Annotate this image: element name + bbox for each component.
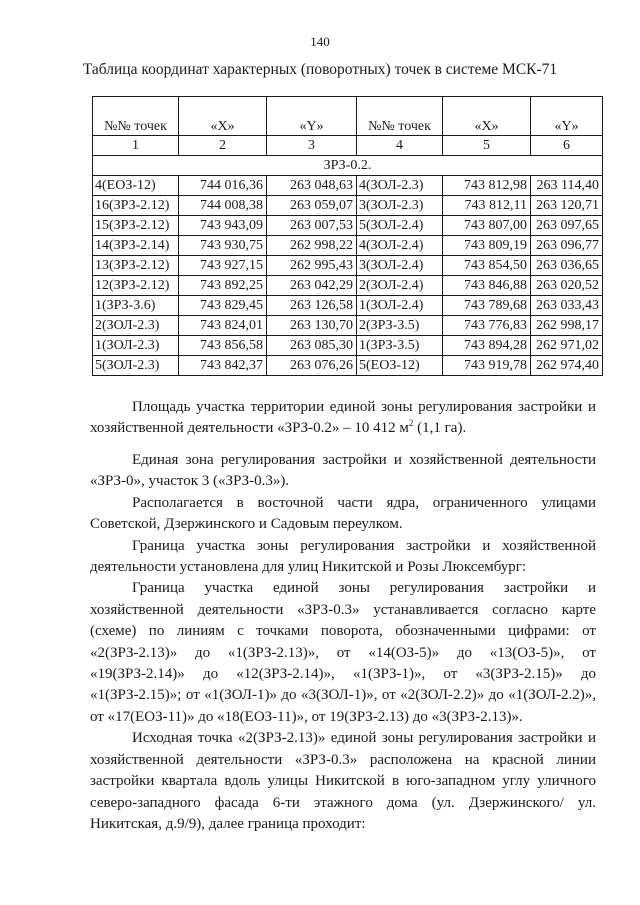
column-header: №№ точек bbox=[93, 97, 179, 136]
coordinate-cell: 263 097,65 bbox=[531, 216, 603, 236]
column-number: 5 bbox=[443, 136, 531, 156]
point-cell: 5(ЕОЗ-12) bbox=[357, 356, 443, 376]
table-row bbox=[93, 236, 603, 256]
paragraph: Единая зона регулирования застройки и хозяйственной деятельности «ЗРЗ-0», участок 3 («ЗРЗ-0.3»). bbox=[90, 452, 596, 490]
column-header: «X» bbox=[443, 97, 531, 136]
point-cell: 4(ЗОЛ-2.4) bbox=[357, 236, 443, 256]
point-cell: 13(ЗРЗ-2.12) bbox=[93, 256, 179, 276]
point-cell: 14(ЗРЗ-2.14) bbox=[93, 236, 179, 256]
point-cell: 5(ЗОЛ-2.4) bbox=[357, 216, 443, 236]
table-row bbox=[93, 216, 603, 236]
column-number: 6 bbox=[531, 136, 603, 156]
coordinate-cell: 263 059,07 bbox=[267, 196, 357, 216]
point-cell: 1(ЗРЗ-3.5) bbox=[357, 336, 443, 356]
point-cell: 3(ЗОЛ-2.4) bbox=[357, 256, 443, 276]
coordinate-cell: 743 919,78 bbox=[443, 356, 531, 376]
coordinate-cell: 262 974,40 bbox=[531, 356, 603, 376]
coordinate-cell: 262 998,17 bbox=[531, 316, 603, 336]
point-cell: 3(ЗОЛ-2.3) bbox=[357, 196, 443, 216]
coordinate-cell: 743 789,68 bbox=[443, 296, 531, 316]
coordinate-cell: 743 807,00 bbox=[443, 216, 531, 236]
paragraph: Исходная точка «2(ЗРЗ-2.13)» единой зоны регулирования застройки и хозяйственной деятельности «ЗРЗ-0.3» расположена на красной линии застройки квартала вдоль улицы Никитской в юго-западном углу уличного северо-западного фасада 6-ти этажного дома (ул. Дзержинского/ ул. Никитская, д.9/9), далее граница проходит: bbox=[90, 730, 596, 832]
coordinate-cell: 263 096,77 bbox=[531, 236, 603, 256]
point-cell: 2(ЗОЛ-2.3) bbox=[93, 316, 179, 336]
coordinate-cell: 743 927,15 bbox=[179, 256, 267, 276]
table-title: Таблица координат характерных (поворотных) точек в системе МСК-71 bbox=[82, 61, 558, 78]
table-row bbox=[93, 276, 603, 296]
coordinate-cell: 263 120,71 bbox=[531, 196, 603, 216]
coordinate-cell: 743 930,75 bbox=[179, 236, 267, 256]
coordinate-cell: 263 130,70 bbox=[267, 316, 357, 336]
paragraph: Граница участка зоны регулирования застройки и хозяйственной деятельности установлена для улиц Никитской и Розы Люксембург: bbox=[90, 537, 596, 576]
coordinate-cell: 263 042,29 bbox=[267, 276, 357, 296]
paragraph: Граница участка единой зоны регулирования застройки и хозяйственной деятельности «ЗРЗ-0.3» устанавливается согласно карте (схеме) по линиям с точками поворота, обозначенными цифрами: от «2(ЗРЗ-2.13)» до «1(ЗРЗ-2.13)», от «14(ОЗ-5)» до «13(ОЗ-5)», от «19(ЗРЗ-2.14)» до «12(ЗРЗ-2.14)», «1(ЗРЗ-1)», от «3(ЗРЗ-2.15)» до «1(ЗРЗ-2.15)»; от «1(ЗОЛ-1)» до «3(ЗОЛ-1)», от «2(ЗОЛ-2.2)» до «1(ЗОЛ-2.2)», от «17(ЕОЗ-11)» до «18(ЕОЗ-11)», от 19(ЗРЗ-2.13) до «3(ЗРЗ-2.13)». bbox=[90, 580, 596, 725]
area-unit-superscript: 2 bbox=[408, 418, 414, 429]
table-row bbox=[93, 356, 603, 376]
coordinate-cell: 743 776,83 bbox=[443, 316, 531, 336]
coordinate-cell: 743 854,50 bbox=[443, 256, 531, 276]
coordinate-cell: 743 892,25 bbox=[179, 276, 267, 296]
coordinate-cell: 743 809,19 bbox=[443, 236, 531, 256]
coordinate-cell: 263 085,30 bbox=[267, 336, 357, 356]
column-header: «X» bbox=[179, 97, 267, 136]
point-cell: 1(ЗРЗ-3.6) bbox=[93, 296, 179, 316]
column-number: 3 bbox=[267, 136, 357, 156]
coordinates-table bbox=[92, 96, 603, 376]
column-header: «Y» bbox=[267, 97, 357, 136]
point-cell: 5(ЗОЛ-2.3) bbox=[93, 356, 179, 376]
area-tail: (1,1 га). bbox=[413, 420, 467, 437]
paragraph: Располагается в восточной части ядра, ограниченного улицами Советской, Дзержинского и Садовым переулком. bbox=[90, 494, 596, 533]
body-text bbox=[90, 450, 596, 835]
point-cell: 15(ЗРЗ-2.12) bbox=[93, 216, 179, 236]
area-paragraph bbox=[90, 397, 596, 440]
coordinate-cell: 263 033,43 bbox=[531, 296, 603, 316]
coordinate-cell: 743 856,58 bbox=[179, 336, 267, 356]
coordinate-cell: 743 943,09 bbox=[179, 216, 267, 236]
point-cell: 2(ЗОЛ-2.4) bbox=[357, 276, 443, 296]
coordinate-cell: 262 998,22 bbox=[267, 236, 357, 256]
coordinate-cell: 263 020,52 bbox=[531, 276, 603, 296]
column-header: №№ точек bbox=[357, 97, 443, 136]
table-row bbox=[93, 316, 603, 336]
zone-label: ЗРЗ-0.2. bbox=[93, 156, 603, 176]
coordinate-cell: 743 812,11 bbox=[443, 196, 531, 216]
table-row bbox=[93, 296, 603, 316]
column-number: 4 bbox=[357, 136, 443, 156]
coordinate-cell: 263 048,63 bbox=[267, 176, 357, 196]
coordinate-cell: 743 842,37 bbox=[179, 356, 267, 376]
coordinate-cell: 743 824,01 bbox=[179, 316, 267, 336]
coordinate-cell: 263 007,53 bbox=[267, 216, 357, 236]
table-row bbox=[93, 256, 603, 276]
area-text: Площадь участка территории единой зоны регулирования застройки и хозяйственной деятельности «ЗРЗ-0.2» – 10 412 м bbox=[90, 399, 596, 437]
point-cell: 16(ЗРЗ-2.12) bbox=[93, 196, 179, 216]
point-cell: 4(ЕОЗ-12) bbox=[93, 176, 179, 196]
coordinate-cell: 743 846,88 bbox=[443, 276, 531, 296]
coordinate-cell: 744 008,38 bbox=[179, 196, 267, 216]
coordinate-cell: 263 036,65 bbox=[531, 256, 603, 276]
coordinate-cell: 263 114,40 bbox=[531, 176, 603, 196]
point-cell: 1(ЗОЛ-2.3) bbox=[93, 336, 179, 356]
point-cell: 1(ЗОЛ-2.4) bbox=[357, 296, 443, 316]
coordinate-cell: 262 971,02 bbox=[531, 336, 603, 356]
coordinate-cell: 263 126,58 bbox=[267, 296, 357, 316]
area-section bbox=[90, 397, 596, 440]
coordinate-cell: 263 076,26 bbox=[267, 356, 357, 376]
table-row bbox=[93, 336, 603, 356]
column-number: 2 bbox=[179, 136, 267, 156]
point-cell: 2(ЗРЗ-3.5) bbox=[357, 316, 443, 336]
coordinate-rows bbox=[93, 176, 603, 376]
column-header: «Y» bbox=[531, 97, 603, 136]
point-cell: 12(ЗРЗ-2.12) bbox=[93, 276, 179, 296]
coordinate-cell: 743 894,28 bbox=[443, 336, 531, 356]
table-row bbox=[93, 196, 603, 216]
coordinate-cell: 743 829,45 bbox=[179, 296, 267, 316]
page-number: 140 bbox=[310, 34, 330, 49]
coordinate-cell: 743 812,98 bbox=[443, 176, 531, 196]
coordinate-cell: 262 995,43 bbox=[267, 256, 357, 276]
column-number: 1 bbox=[93, 136, 179, 156]
point-cell: 4(ЗОЛ-2.3) bbox=[357, 176, 443, 196]
table-row bbox=[93, 176, 603, 196]
coordinate-cell: 744 016,36 bbox=[179, 176, 267, 196]
